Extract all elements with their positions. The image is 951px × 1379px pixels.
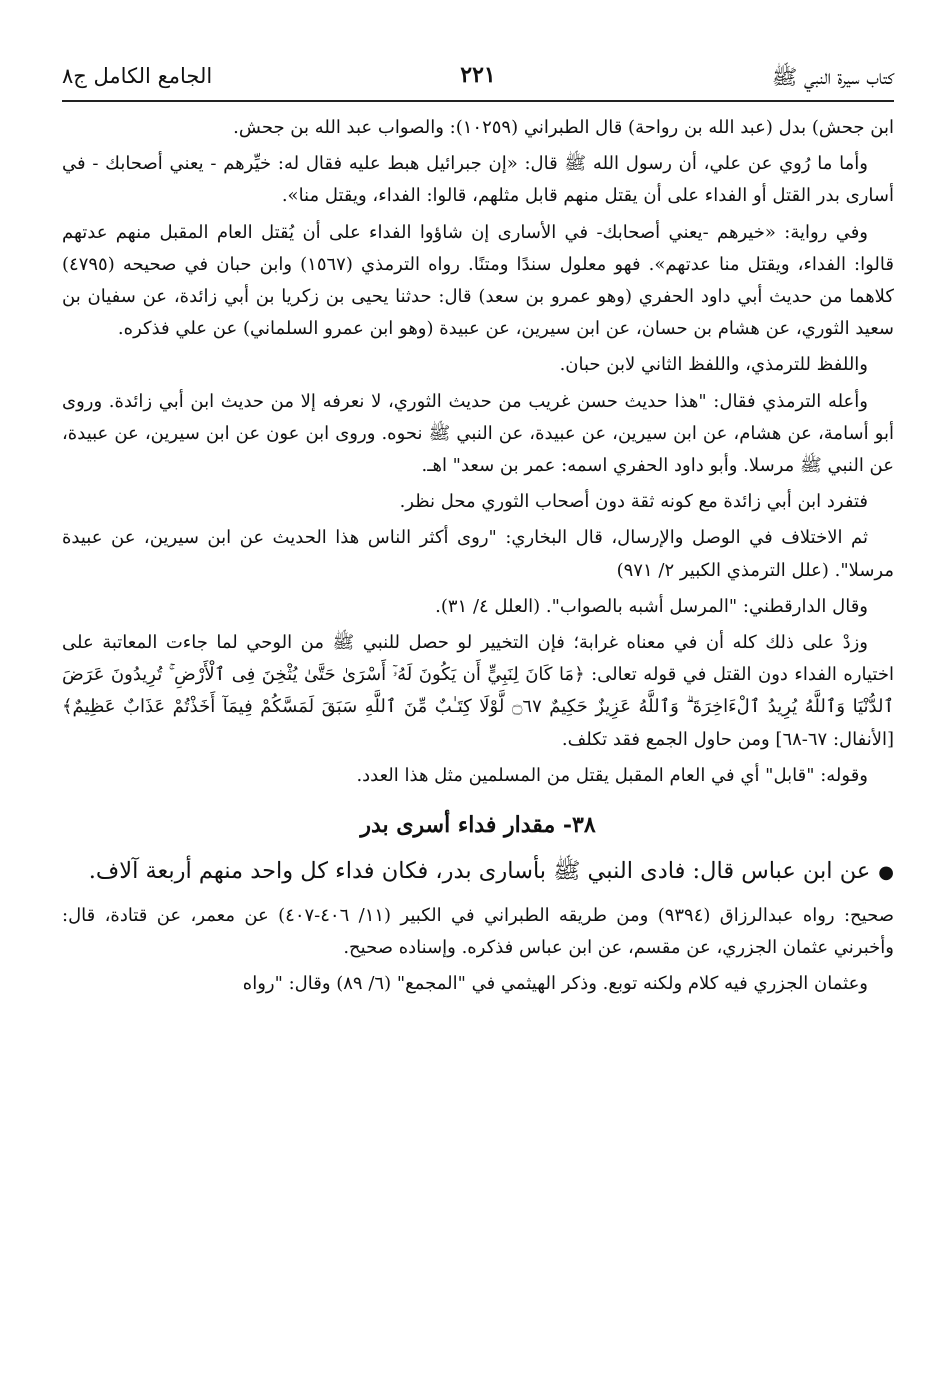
book-page [62, 60, 894, 1005]
volume-label: الجامع الكامل ج٨ [62, 64, 213, 88]
page-header [62, 60, 894, 102]
paragraph: وفي رواية: «خيرهم -يعني أصحابك- في الأسارى إن شاؤوا الفداء على أن يُقتل العام المقبل منهم عدتهم قالوا: الفداء، ويقتل منا عدتهم». فهو معلول سندًا ومتنًا. رواه الترمذي (١٥٦٧) وابن حبان في صحيحه (٤٧٩٥) كلاهما من حديث أبي داود الحفري (وهو عمرو بن سعد) قال: حدثنا يحيى بن زكريا بن أبي زائدة، عن سفيان بن سعيد الثوري، عن هشام بن حسان، عن ابن سيرين، عن عبيدة (وهو ابن عمرو السلماني) عن علي فذكره. [62, 221, 894, 340]
paragraph: وأعله الترمذي فقال: "هذا حديث حسن غريب من حديث الثوري، لا نعرفه إلا من حديث ابن أبي زائدة. وروى أبو أسامة، عن هشام، عن ابن سيرين، عن عبيدة، عن النبي ﷺ نحوه. وروى ابن عون عن ابن سيرين، عن عبيدة، عن النبي ﷺ مرسلا. وأبو داود الحفري اسمه: عمر بن سعد" اهـ. [62, 390, 894, 477]
bullet-icon: ● [878, 862, 894, 884]
book-title: كتاب سيرة النبي ﷺ [771, 65, 894, 89]
page-body [62, 112, 894, 1001]
paragraph: واللفظ للترمذي، واللفظ الثاني لابن حبان. [559, 354, 868, 376]
commentary-paragraph: وعثمان الجزري فيه كلام ولكنه توبع. وذكر الهيثمي في "المجمع" (٦/ ٨٩) وقال: "رواه [242, 973, 868, 995]
paragraph: وأما ما رُوي عن علي، أن رسول الله ﷺ قال: «إن جبرائيل هبط عليه فقال له: خيِّرهم - يعني أصحابك - في أسارى بدر القتل أو الفداء على أن يقتل منهم قابل مثلهم، قالوا: الفداء، ويقتل منا». [62, 153, 894, 207]
paragraph: وقوله: "قابل" أي في العام المقبل يقتل من المسلمين مثل هذا العدد. [356, 764, 868, 786]
paragraph: ثم الاختلاف في الوصل والإرسال، قال البخاري: "روى أكثر الناس هذا الحديث عن ابن سيرين، عن عبيدة مرسلا". (علل الترمذي الكبير ٢/ ٩٧١) [62, 527, 894, 581]
page-number: ٢٢١ [460, 62, 496, 88]
paragraph: وقال الدارقطني: "المرسل أشبه بالصواب". (العلل ٤/ ٣١). [435, 595, 868, 617]
paragraph: ابن جحش) بدل (عبد الله بن رواحة) قال الطبراني (١٠٢٥٩): والصواب عبد الله بن جحش. [233, 117, 894, 138]
section-heading: ٣٨- مقدار فداء أسرى بدر [360, 812, 596, 839]
commentary-paragraph: صحيح: رواه عبدالرزاق (٩٣٩٤) ومن طريقه الطبراني في الكبير (١١/ ٤٠٦-٤٠٧) عن معمر، عن قتادة، قال: وأخبرني عثمان الجزري، عن مقسم، عن ابن عباس فذكره. وإسناده صحيح. [62, 905, 894, 959]
hadith-body: عن ابن عباس قال: فادى النبي ﷺ بأسارى بدر، فكان فداء كل واحد منهم أربعة آلاف. [88, 858, 871, 885]
quran-paragraph: وزدْ على ذلك كله أن في معناه غرابة؛ فإن التخيير لو حصل للنبي ﷺ من الوحي لما جاءت المعاتبة على اختياره الفداء دون القتل في قوله تعالى: ﴿مَا كَانَ لِنَبِيٍّ أَن يَكُونَ لَهُۥٓ أَسْرَىٰ حَتَّىٰ يُثْخِنَ فِى ٱلْأَرْضِ ۚ تُرِيدُونَ عَرَضَ ٱلدُّنْيَا وَٱللَّهُ يُرِيدُ ٱلْءَاخِرَةَ ۗ وَٱللَّهُ عَزِيزٌ حَكِيمٌ ۝٦٧ لَّوْلَا كِتَـٰبٌ مِّنَ ٱللَّهِ سَبَقَ لَمَسَّكُمْ فِيمَآ أَخَذْتُمْ عَذَابٌ عَظِيمٌ﴾ [الأنفال: ٦٧-٦٨] ومن حاول الجمع فقد تكلف. [62, 632, 895, 750]
hadith-text [62, 852, 894, 892]
paragraph: فتفرد ابن أبي زائدة مع كونه ثقة دون أصحاب الثوري محل نظر. [399, 491, 868, 513]
